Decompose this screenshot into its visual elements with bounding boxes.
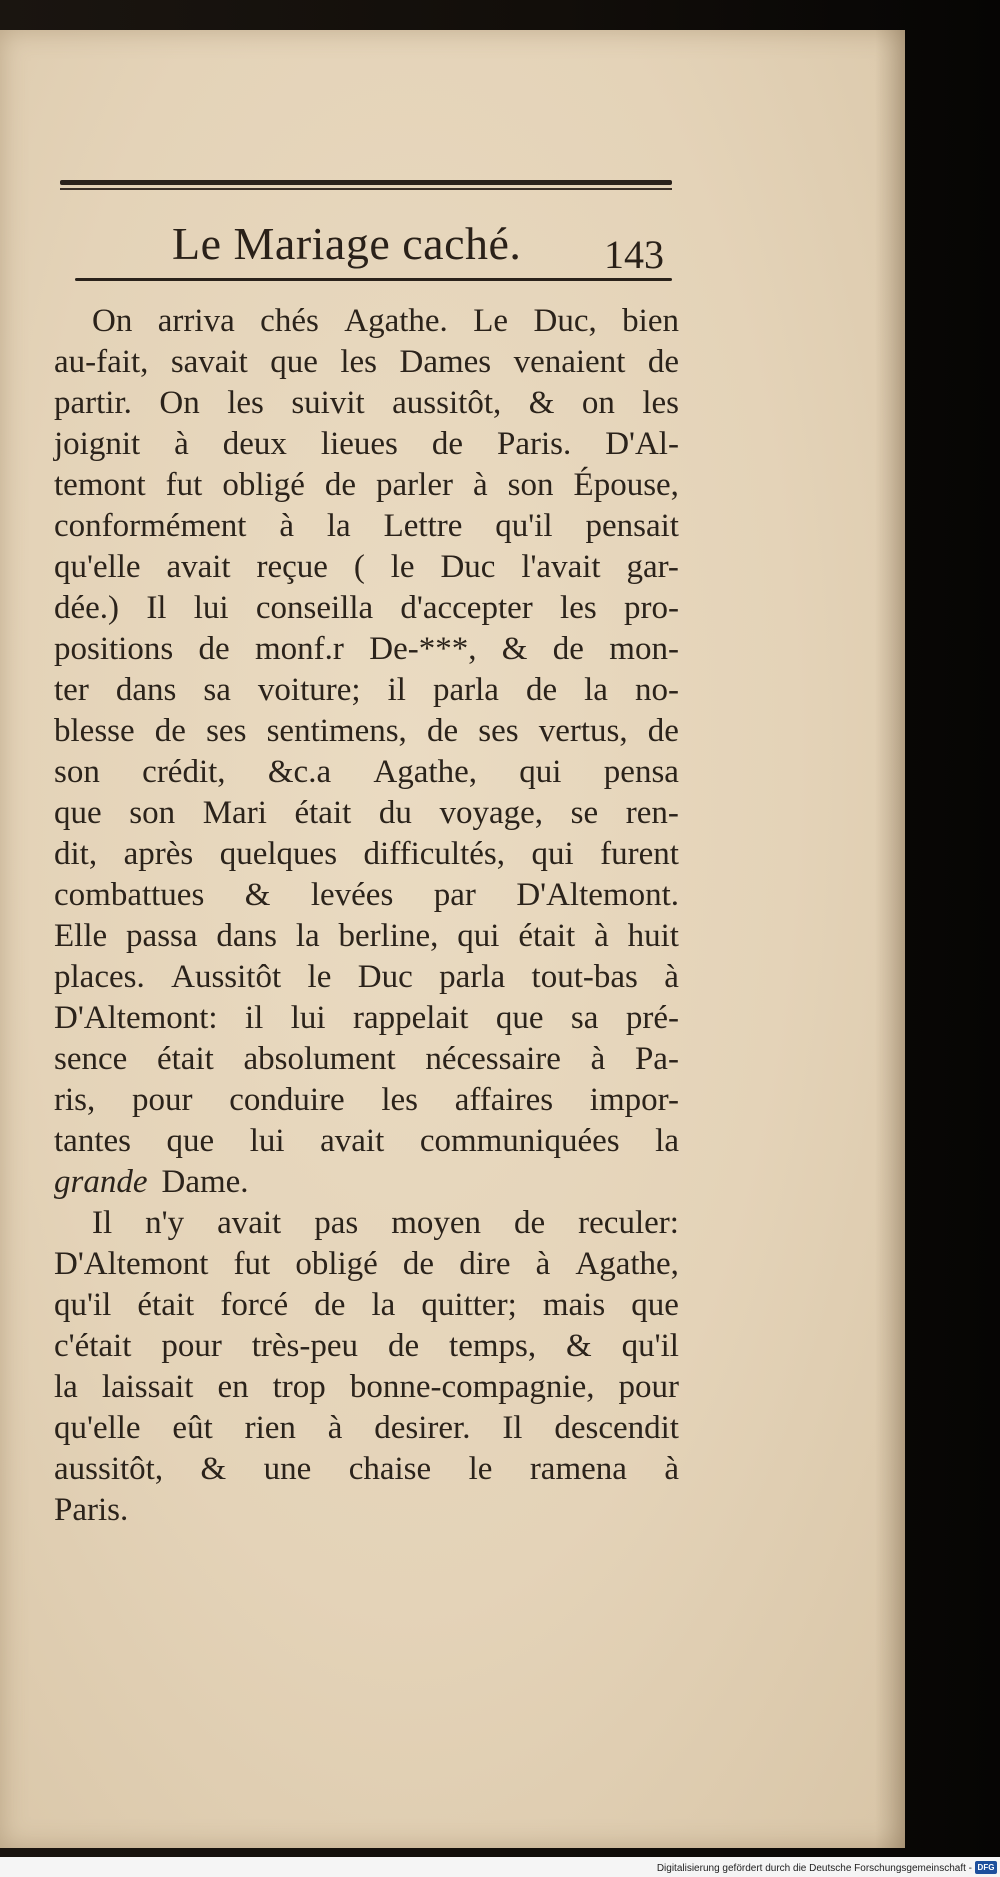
dfg-logo: DFG <box>975 1861 997 1874</box>
word: conformément <box>54 508 247 544</box>
word: quelques <box>219 836 338 872</box>
word: qui <box>519 754 562 790</box>
word: les <box>642 385 679 421</box>
word: suivit <box>291 385 365 421</box>
word: absolument <box>243 1041 396 1077</box>
word: Agathe, <box>575 1246 679 1282</box>
word: sa <box>570 1000 599 1036</box>
word: était <box>294 795 352 831</box>
word: fut <box>165 467 203 503</box>
word: grande <box>54 1164 148 1200</box>
text-line <box>54 670 679 711</box>
word: de <box>387 1328 420 1364</box>
word: On <box>159 385 200 421</box>
word: places. <box>54 959 145 995</box>
word: sence <box>54 1041 128 1077</box>
word: pour <box>161 1328 222 1364</box>
word: parla <box>432 672 499 708</box>
word: Dames <box>399 344 492 380</box>
word: dit, <box>54 836 98 872</box>
word: obligé <box>222 467 305 503</box>
text-line <box>54 1162 679 1203</box>
word: qu'elle <box>54 549 141 585</box>
word: chaise <box>348 1451 432 1487</box>
word: qu'il <box>495 508 553 544</box>
text-line <box>54 383 679 424</box>
header-rule-top <box>60 180 672 185</box>
word: descendit <box>554 1410 679 1446</box>
word: lui <box>249 1123 285 1159</box>
word: à <box>664 1451 679 1487</box>
word: levées <box>310 877 394 913</box>
word: à <box>535 1246 551 1282</box>
word: Il <box>92 1205 113 1241</box>
word: difficultés, <box>363 836 505 872</box>
word: il <box>245 1000 264 1036</box>
body-text <box>54 301 679 1531</box>
word: Il <box>502 1410 523 1446</box>
word: pour <box>618 1369 679 1405</box>
text-line <box>54 424 679 465</box>
word: à <box>594 918 609 954</box>
word: la <box>295 918 320 954</box>
text-line <box>54 465 679 506</box>
word: D'Altemont. <box>516 877 679 913</box>
word: vertus, <box>538 713 628 749</box>
word: impor- <box>589 1082 679 1118</box>
word: parla <box>439 959 506 995</box>
word: aussitôt, <box>392 385 502 421</box>
word: Duc, <box>533 303 597 339</box>
word: nécessaire <box>425 1041 561 1077</box>
word: une <box>263 1451 312 1487</box>
word: Duc <box>440 549 496 585</box>
text-line <box>54 875 679 916</box>
word: pré- <box>625 1000 679 1036</box>
word: parler <box>376 467 453 503</box>
word: les <box>560 590 597 626</box>
word: on <box>581 385 615 421</box>
word: ris, <box>54 1082 96 1118</box>
word: monf.r <box>255 631 344 667</box>
word: Épouse, <box>573 467 679 503</box>
text-line <box>54 342 679 383</box>
word: aussitôt, <box>54 1451 164 1487</box>
word: après <box>123 836 194 872</box>
word: rien <box>244 1410 296 1446</box>
word: obligé <box>295 1246 378 1282</box>
word: D'Altemont <box>54 1246 209 1282</box>
word: le <box>390 549 415 585</box>
word: arriva <box>157 303 235 339</box>
word: Paris. <box>54 1492 129 1528</box>
text-line <box>54 1285 679 1326</box>
word: pro- <box>623 590 679 626</box>
word: conseilla <box>255 590 374 626</box>
word: avait <box>320 1123 385 1159</box>
word: ses <box>478 713 519 749</box>
word: que <box>166 1123 215 1159</box>
word: bien <box>622 303 679 339</box>
word: du <box>378 795 412 831</box>
word: de <box>552 631 584 667</box>
text-line <box>54 588 679 629</box>
text-line <box>54 998 679 1039</box>
word: quitter; <box>421 1287 517 1323</box>
word: Il <box>146 590 167 626</box>
word: combattues <box>54 877 205 913</box>
text-line <box>54 711 679 752</box>
word: c'était <box>54 1328 132 1364</box>
text-line <box>54 301 679 342</box>
digitization-footer <box>0 1857 1000 1877</box>
word: Dame. <box>161 1164 249 1200</box>
word: pas <box>314 1205 359 1241</box>
text-line <box>54 1367 679 1408</box>
word: à <box>327 1410 343 1446</box>
word: à <box>590 1041 606 1077</box>
word: laissait <box>101 1369 194 1405</box>
text-line <box>54 834 679 875</box>
word: avait <box>217 1205 282 1241</box>
word: On <box>92 303 133 339</box>
word: gar- <box>626 549 679 585</box>
text-line <box>54 957 679 998</box>
word: la <box>371 1287 396 1323</box>
book-page <box>0 30 905 1848</box>
word: la <box>655 1123 679 1159</box>
text-line <box>54 1244 679 1285</box>
word: pour <box>131 1082 193 1118</box>
footer-credit: Digitalisierung gefördert durch die Deutsche Forschungsgemeinschaft - <box>656 1863 972 1874</box>
text-line <box>54 547 679 588</box>
word: son <box>129 795 176 831</box>
word: était <box>156 1041 214 1077</box>
word: de <box>402 1246 435 1282</box>
word: Mari <box>202 795 267 831</box>
text-line <box>54 1080 679 1121</box>
word: dée.) <box>54 590 120 626</box>
word: Duc <box>357 959 413 995</box>
text-line <box>54 1121 679 1162</box>
word: d'accepter <box>400 590 533 626</box>
word: reculer: <box>578 1205 679 1241</box>
word: rappelait <box>353 1000 469 1036</box>
text-line <box>54 1326 679 1367</box>
word: de <box>647 713 679 749</box>
word: avait <box>166 549 231 585</box>
word: no- <box>635 672 679 708</box>
word: moyen <box>391 1205 482 1241</box>
word: tantes <box>54 1123 131 1159</box>
page-number: 143 <box>604 232 664 277</box>
text-line <box>54 752 679 793</box>
word: son <box>54 754 100 790</box>
word: de <box>647 344 679 380</box>
word: que <box>495 1000 544 1036</box>
word: à <box>279 508 294 544</box>
word: conduire <box>229 1082 345 1118</box>
word: D'Altemont: <box>54 1000 218 1036</box>
word: son <box>507 467 554 503</box>
word: à <box>664 959 679 995</box>
text-line <box>54 1490 679 1531</box>
word: à <box>473 467 488 503</box>
word: D'Al- <box>605 426 679 462</box>
word: la <box>54 1369 78 1405</box>
word: Le <box>473 303 509 339</box>
word: la <box>584 672 608 708</box>
word: & <box>566 1328 592 1364</box>
word: mais <box>542 1287 606 1323</box>
word: ramena <box>529 1451 627 1487</box>
word: se <box>570 795 599 831</box>
word: sentimens, <box>266 713 407 749</box>
word: il <box>387 672 406 708</box>
word: eût <box>172 1410 213 1446</box>
header-rule-bottom <box>75 278 672 281</box>
word: les <box>340 344 378 380</box>
word: ter <box>54 672 89 708</box>
word: fut <box>233 1246 271 1282</box>
word: les <box>227 385 264 421</box>
word: Aussitôt <box>171 959 282 995</box>
word: berline, <box>338 918 439 954</box>
word: que <box>54 795 102 831</box>
word: trop <box>272 1369 326 1405</box>
word: lui <box>290 1000 326 1036</box>
word: de <box>154 713 186 749</box>
word: voiture; <box>257 672 361 708</box>
word: qu'elle <box>54 1410 141 1446</box>
word: sa <box>203 672 231 708</box>
text-line <box>54 793 679 834</box>
word: par <box>433 877 476 913</box>
word: la <box>326 508 351 544</box>
word: que <box>631 1287 679 1323</box>
word: le <box>468 1451 493 1487</box>
word: l'avait <box>521 549 601 585</box>
word: de <box>525 672 558 708</box>
word: de <box>314 1287 346 1323</box>
word: en <box>217 1369 249 1405</box>
text-line <box>54 1408 679 1449</box>
word: bonne-compagnie, <box>349 1369 595 1405</box>
word: forcé <box>220 1287 289 1323</box>
word: les <box>381 1082 419 1118</box>
word: que <box>270 344 318 380</box>
word: de <box>514 1205 546 1241</box>
word: qu'il <box>54 1287 112 1323</box>
word: reçue <box>256 549 328 585</box>
word: était <box>518 918 576 954</box>
text-line <box>54 1039 679 1080</box>
word: tout-bas <box>531 959 638 995</box>
word: dire <box>459 1246 511 1282</box>
word: très-peu <box>251 1328 359 1364</box>
word: De-***, <box>369 631 477 667</box>
word: mon- <box>609 631 679 667</box>
word: ( <box>353 549 365 585</box>
word: le <box>307 959 332 995</box>
word: ses <box>206 713 247 749</box>
text-line <box>54 916 679 957</box>
word: dans <box>216 918 277 954</box>
word: lui <box>193 590 229 626</box>
word: Pa- <box>634 1041 679 1077</box>
word: positions <box>54 631 174 667</box>
word: qui <box>531 836 574 872</box>
text-line <box>54 1203 679 1244</box>
word: de <box>198 631 230 667</box>
word: & <box>528 385 555 421</box>
word: & <box>501 631 528 667</box>
word: passa <box>126 918 198 954</box>
text-line <box>54 629 679 670</box>
word: & <box>200 1451 227 1487</box>
word: chés <box>260 303 319 339</box>
word: affaires <box>454 1082 554 1118</box>
word: huit <box>627 918 679 954</box>
word: savait <box>170 344 248 380</box>
word: blesse <box>54 713 135 749</box>
word: qu'il <box>621 1328 679 1364</box>
word: Elle <box>54 918 108 954</box>
word: n'y <box>145 1205 185 1241</box>
word: Paris. <box>496 426 572 462</box>
word: temps, <box>449 1328 537 1364</box>
running-title: Le Mariage caché. <box>172 218 522 269</box>
word: &c.a <box>267 754 332 790</box>
word: de <box>426 713 459 749</box>
word: de <box>431 426 464 462</box>
word: au-fait, <box>54 344 149 380</box>
word: de <box>324 467 357 503</box>
word: venaient <box>513 344 626 380</box>
word: Agathe. <box>344 303 448 339</box>
text-line <box>54 1449 679 1490</box>
word: Agathe, <box>373 754 477 790</box>
word: dans <box>115 672 177 708</box>
word: qui <box>457 918 500 954</box>
word: à <box>174 426 189 462</box>
word: joignit <box>54 426 141 462</box>
word: pensa <box>603 754 679 790</box>
word: lieues <box>320 426 398 462</box>
word: crédit, <box>142 754 226 790</box>
word: Lettre <box>383 508 463 544</box>
word: deux <box>222 426 287 462</box>
word: communiquées <box>419 1123 620 1159</box>
word: desirer. <box>374 1410 471 1446</box>
word: ren- <box>625 795 679 831</box>
word: partir. <box>54 385 132 421</box>
word: furent <box>600 836 679 872</box>
word: temont <box>54 467 146 503</box>
word: pensait <box>585 508 679 544</box>
word: & <box>244 877 271 913</box>
text-line <box>54 506 679 547</box>
word: était <box>137 1287 195 1323</box>
word: voyage, <box>439 795 544 831</box>
